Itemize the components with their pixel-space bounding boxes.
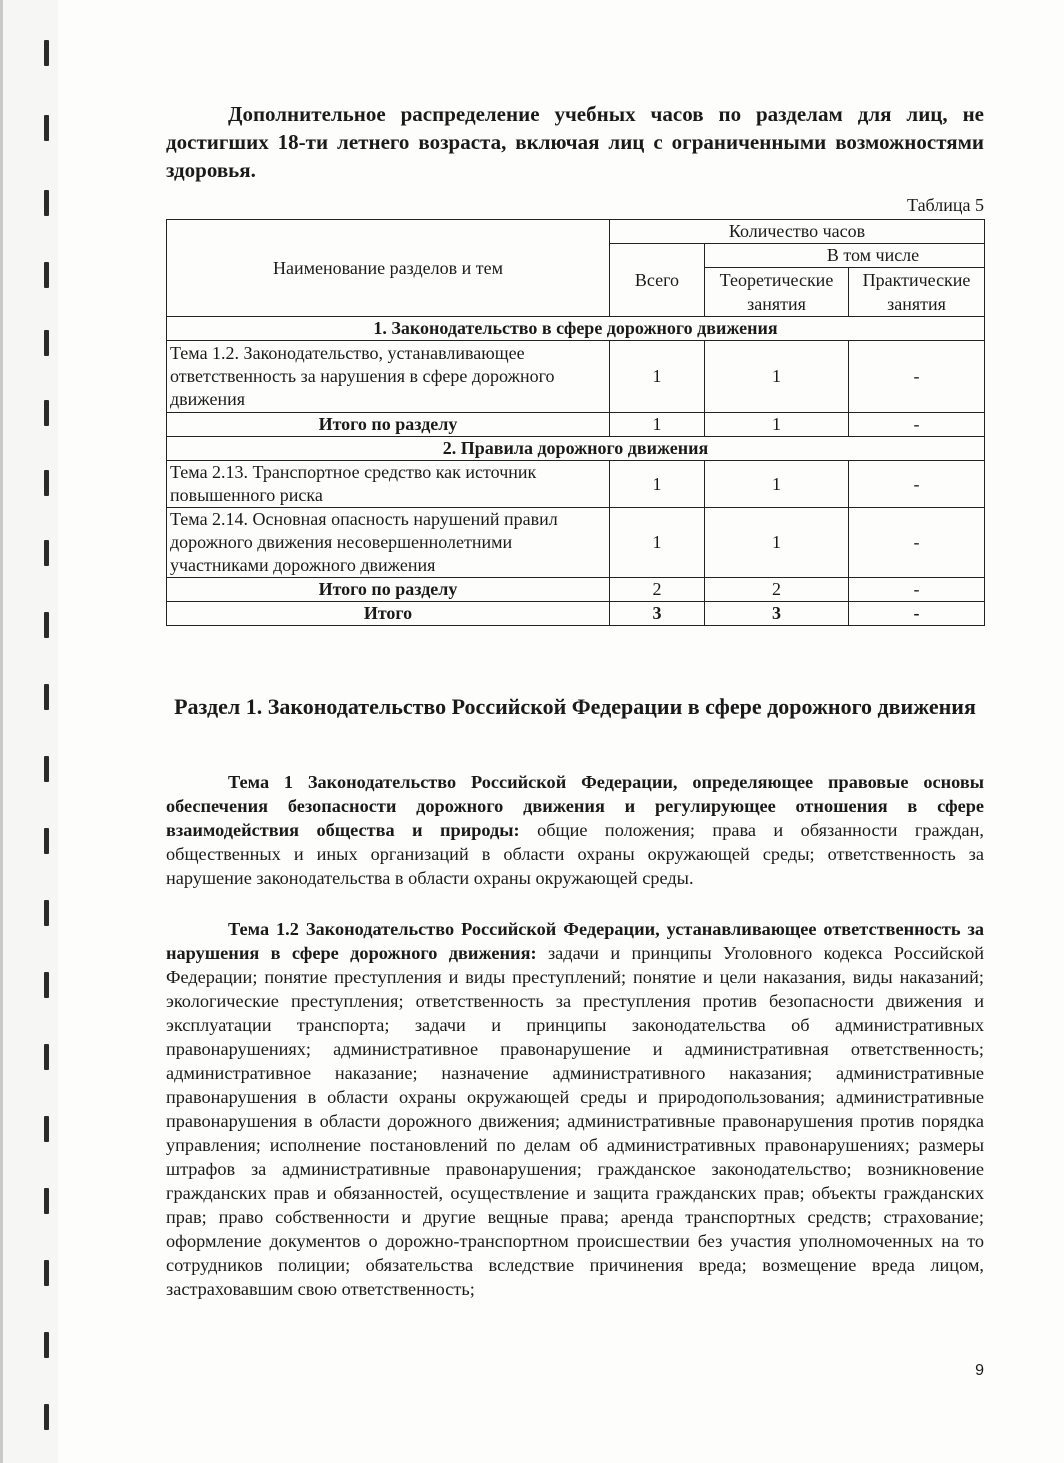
section-title: 2. Правила дорожного движения (167, 437, 985, 461)
total-label: Итого (167, 602, 610, 626)
binding-ring (44, 972, 49, 998)
subtotal-row (167, 578, 985, 602)
topic-1-text: общие положения; права и обязанности граждан, общественных и иных организаций в области охраны окружающей среды; ответственность за нарушение законодательства в области охраны окружающей среды. (166, 820, 984, 888)
topic-theory: 1 (705, 508, 849, 578)
binding-ring (44, 1260, 49, 1286)
topic-name: Тема 1.2. Законодательство, устанавливающее ответственность за нарушения в сфере дорожного движения (167, 341, 610, 413)
topic-name: Тема 2.14. Основная опасность нарушений правил дорожного движения несовершеннолетними участниками дорожного движения (167, 508, 610, 578)
topic-1-2-text: задачи и принципы Уголовного кодекса Российской Федерации; понятие преступления и виды преступлений; понятие и цели наказания, виды наказаний; экологические преступления; ответственность за преступления против безопасности движения и эксплуатации транспорта; задачи и принципы законодательства об административных правонарушениях; административное правонарушение и административная ответственность; административное наказание; назначение административного наказания; административные правонарушения в области охраны окружающей среды и природопользования; административные правонарушения в области дорожного движения; административные правонарушения против порядка управления; исполнение постановлений по делам об административных правонарушениях; размеры штрафов за административные правонарушения; гражданское законодательство; возникновение гражданских прав и обязанностей, осуществление и защита гражданских прав; объекты гражданских прав; право собственности и другие вещные права; аренда транспортных средств; страхование; оформление документов о дорожно-транспортном происшествии без участия уполномоченных на то сотрудников полиции; обязательства вследствие причинения вреда; возмещение вреда лицом, застраховавшим свою ответственность; (166, 943, 984, 1299)
section-heading: Раздел 1. Законодательство Российской Федерации в сфере дорожного движения (174, 694, 976, 719)
topic-practice: - (849, 508, 985, 578)
binding-ring (44, 1188, 49, 1214)
topic-1-paragraph (166, 770, 984, 890)
section-title: 1. Законодательство в сфере дорожного движения (167, 317, 985, 341)
binding-ring (44, 540, 49, 566)
topic-total: 1 (610, 341, 705, 413)
subtotal-theory: 2 (705, 578, 849, 602)
subtotal-practice: - (849, 578, 985, 602)
binding-ring (44, 1116, 49, 1142)
binding-ring (44, 900, 49, 926)
topic-name: Тема 2.13. Транспортное средство как источник повышенного риска (167, 461, 610, 508)
topic-1-2-heading: Тема 1.2 Законодательство Российской Федерации, устанавливающее ответственность за нарушения в сфере дорожного движения: (166, 919, 984, 963)
header-total: Всего (610, 244, 705, 317)
total-theory: 3 (705, 602, 849, 626)
topic-practice: - (849, 341, 985, 413)
section-row (167, 317, 985, 341)
table-row (167, 508, 985, 578)
header-including: В том числе (705, 244, 985, 268)
subtotal-label: Итого по разделу (167, 578, 610, 602)
binding-edge (0, 0, 3, 1463)
subtotal-total: 1 (610, 413, 705, 437)
header-name: Наименование разделов и тем (167, 220, 610, 317)
table-row (167, 341, 985, 413)
subtotal-total: 2 (610, 578, 705, 602)
subtotal-practice: - (849, 413, 985, 437)
topic-total: 1 (610, 461, 705, 508)
topic-1-2-paragraph (166, 917, 984, 1301)
binding-ring (44, 400, 49, 426)
total-practice: - (849, 602, 985, 626)
hours-table (166, 219, 985, 626)
total-row (167, 602, 985, 626)
binding-ring (44, 612, 49, 638)
topic-theory: 1 (705, 461, 849, 508)
topic-practice: - (849, 461, 985, 508)
header-hours: Количество часов (610, 220, 985, 244)
binding-ring (44, 330, 49, 356)
subtotal-theory: 1 (705, 413, 849, 437)
binding-ring (44, 1044, 49, 1070)
subtotal-row (167, 413, 985, 437)
subtotal-label: Итого по разделу (167, 413, 610, 437)
binding-ring (44, 756, 49, 782)
topic-1-heading: Тема 1 Законодательство Российской Федерации, определяющее правовые основы обеспечения безопасности дорожного движения и регулирующее отношения в сфере взаимодействия общества и природы: (166, 772, 984, 840)
binding-ring (44, 190, 49, 216)
binding-ring (44, 1404, 49, 1430)
table-header-row (167, 220, 985, 244)
table-number: Таблица 5 (907, 195, 984, 215)
binding-ring (44, 40, 49, 66)
binding-ring (44, 115, 49, 141)
binding-ring (44, 1332, 49, 1358)
page-header (166, 100, 984, 216)
binding-ring (44, 262, 49, 288)
binding-ring (44, 828, 49, 854)
total-total: 3 (610, 602, 705, 626)
topic-total: 1 (610, 508, 705, 578)
table-row (167, 461, 985, 508)
header-practice: Практические занятия (849, 268, 985, 317)
page-number: 9 (975, 1362, 984, 1379)
binding-strip (0, 0, 58, 1463)
binding-ring (44, 470, 49, 496)
section-row (167, 437, 985, 461)
topic-theory: 1 (705, 341, 849, 413)
header-theory: Теоретические занятия (705, 268, 849, 317)
document-title: Дополнительное распределение учебных часов по разделам для лиц, не достигших 18-ти летнего возраста, включая лиц с ограниченными возможностями здоровья. (166, 102, 984, 182)
binding-ring (44, 684, 49, 710)
